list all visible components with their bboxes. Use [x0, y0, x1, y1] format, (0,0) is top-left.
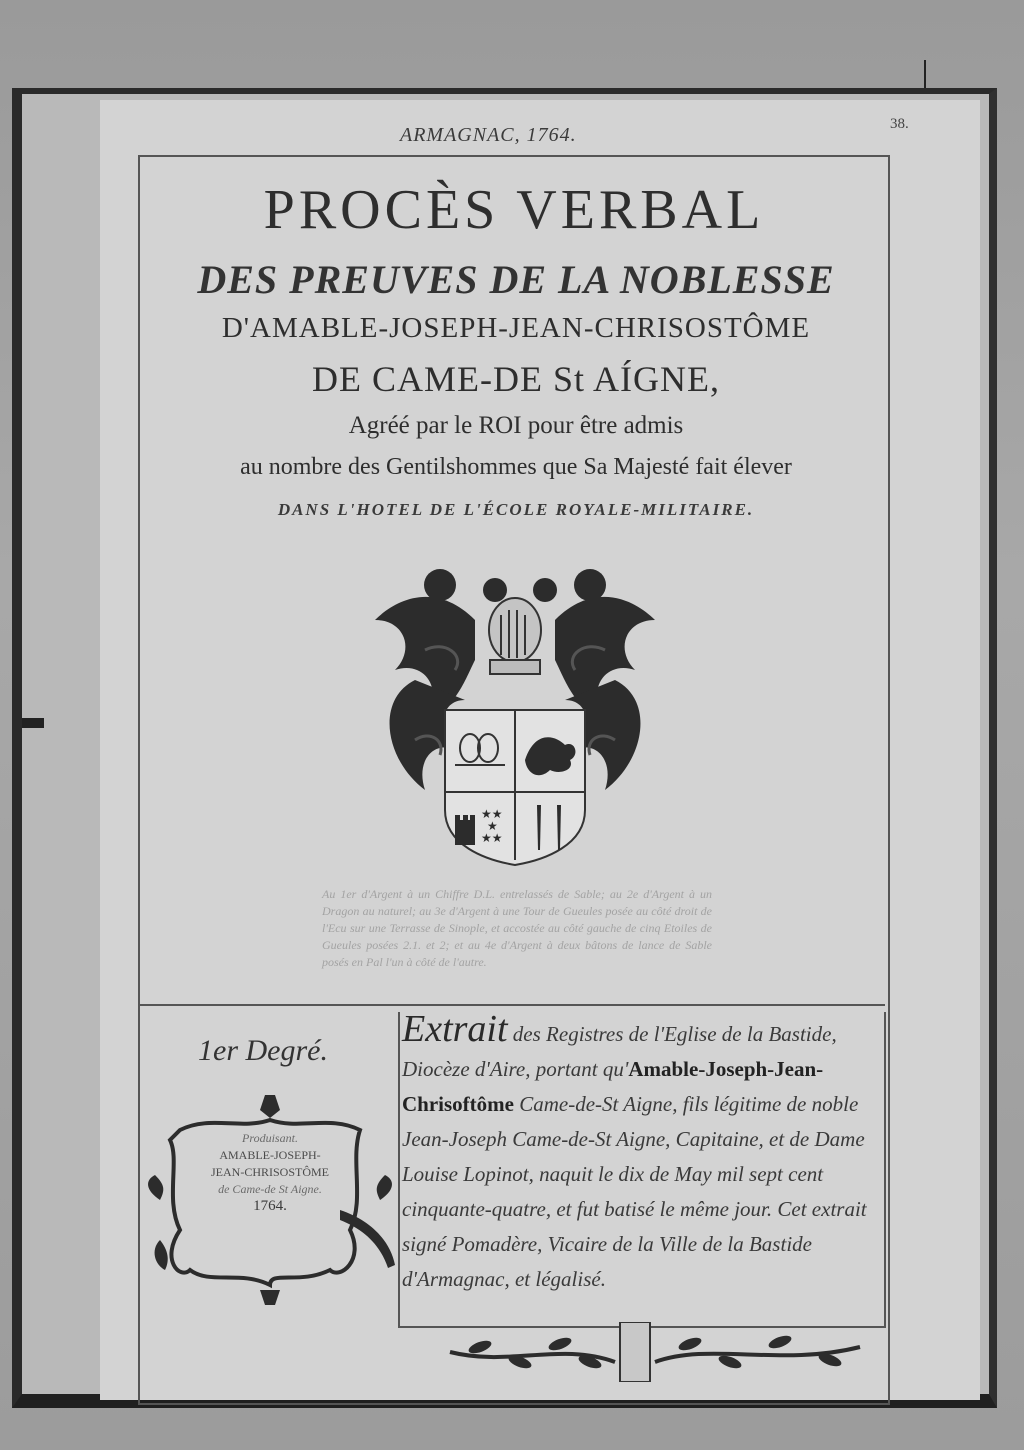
- document-title: PROCÈS VERBAL: [263, 179, 765, 241]
- svg-text:★★: ★★: [481, 807, 503, 821]
- degree-label: 1er Degré.: [198, 1034, 328, 1067]
- running-head: ARMAGNAC, 1764.: [400, 124, 577, 146]
- extract-initial: Extrait: [402, 1008, 508, 1050]
- cartouche-line-1: Produisant.: [242, 1131, 298, 1145]
- family-tree-branches-icon: [440, 1322, 880, 1382]
- cartouche-line-2: AMABLE-JOSEPH-: [219, 1148, 321, 1162]
- page-number: 38.: [890, 116, 909, 132]
- title-line-1: DES PREUVES DE LA NOBLESSE: [197, 257, 835, 302]
- title-line-6: DANS L'HOTEL DE L'ÉCOLE ROYALE-MILITAIRE.: [277, 500, 755, 519]
- coat-of-arms-icon: [355, 560, 675, 870]
- title-line-4: Agréé par le ROI pour être admis: [348, 412, 684, 439]
- scan-mark-left: [22, 718, 44, 728]
- cartouche-line-3: JEAN-CHRISOSTÔME: [210, 1165, 329, 1179]
- svg-text:★★: ★★: [481, 831, 503, 845]
- cartouche-year: 1764.: [253, 1198, 287, 1214]
- extract-part-2: Came-de-St Aigne, fils légitime de noble Jean-Joseph Came-de-St Aigne, Capitaine, et de Dame Louise Lopinot, naquit le dix de May mil sept cent cinquante-quatre, et fut batisé le même jour. Cet extrait signé Pomadère, Vicaire de la Ville de la Bastide d'Armagnac, et légalisé.: [402, 1092, 867, 1291]
- title-line-5: au nombre des Gentilshommes que Sa Majesté fait élever: [240, 454, 792, 480]
- title-line-2: D'AMABLE-JOSEPH-JEAN-CHRISOSTÔME: [221, 312, 811, 344]
- extract-part-1: des Registres de l'Eglise de la Bastide, Diocèze d'Aire, portant qu': [402, 1022, 837, 1081]
- blazon-description: Au 1er d'Argent à un Chiffre D.L. entrelassés de Sable; au 2e d'Argent à un Dragon au naturel; au 3e d'Argent à une Tour de Gueules posée au côté droit de l'Ecu sur une Terrasse de Sinople, et accostée au côté gauche de cinq Etoiles de Gueules posées 2.1. et 2; et au 4e d'Argent à deux bâtons de lance de Sable posés en Pal l'un à côté de l'autre.: [322, 887, 712, 969]
- cartouche-line-4: de Came-de St Aigne.: [218, 1182, 322, 1196]
- svg-text:★: ★: [487, 819, 498, 833]
- section-divider: [140, 1004, 885, 1006]
- title-line-3: DE CAME-DE St AÍGNE,: [312, 359, 720, 399]
- extract-text: [402, 1008, 884, 1297]
- extract-name: Amable-Joseph-Jean-Chrisoftôme: [402, 1057, 824, 1116]
- cartouche-text: [180, 1130, 360, 1215]
